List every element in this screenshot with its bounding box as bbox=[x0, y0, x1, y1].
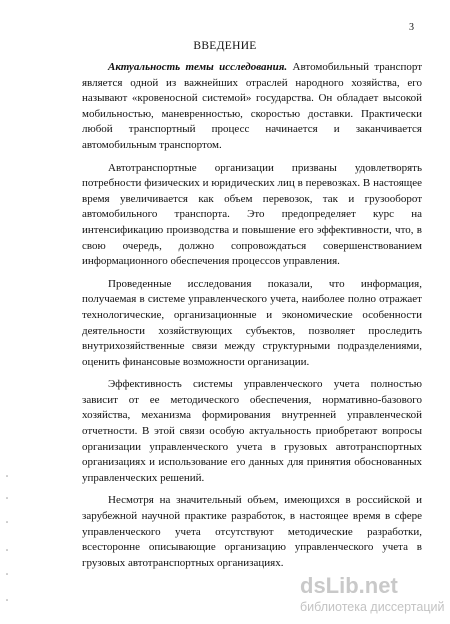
paragraph: Автотранспортные организации призваны удовлетворять потребности физических и юридических лиц в перевозках. В настоящее время увеличивается как объем перевозок, так и грузооборот автомобильного транспорта. Это предопределяет курс на интенсификацию производства и повышение его эффективности, что, в свою очередь, должно сопровождаться совершенствованием информационного обеспечения процессов управления. bbox=[82, 161, 422, 268]
section-heading: ВВЕДЕНИЕ bbox=[193, 40, 257, 52]
paragraph-lead: Актуальность темы исследования. bbox=[108, 61, 288, 73]
watermark-subtitle: библиотека диссертаций bbox=[300, 600, 445, 614]
document-body bbox=[82, 60, 422, 578]
paragraph-relevance bbox=[82, 60, 422, 154]
watermark-logo: dsLib.net bbox=[300, 573, 398, 598]
scan-margin-marks bbox=[4, 470, 10, 610]
paragraph: Несмотря на значительный объем, имеющихся в российской и зарубежной научной практике разработок, в настоящее время в сфере управленческого учета отсутствуют методические разработки, всесторонне описывающие организацию управленческого учета в грузовых автотранспортных организациях. bbox=[82, 494, 422, 569]
margin-marks bbox=[4, 470, 12, 613]
paragraph: Проведенные исследования показали, что информация, получаемая в системе управленческого учета, наиболее полно отражает технологические, организационные и экономические особенности деятельности хозяйствующих субъектов, позволяет проследить внутрихозяйственные связи между структурными подразделениями, оценить финансовые возможности организации. bbox=[82, 277, 422, 368]
paragraph: Эффективность системы управленческого учета полностью зависит от ее методического обеспечения, нормативно-базового хозяйства, механизма формирования внутренней управленческой отчетности. В этой связи особую актуальность приобретают вопросы организации управленческого учета в грузовых автотранспортных организациях и использование его данных для принятия обоснованных управленческих решений. bbox=[82, 378, 422, 484]
watermark bbox=[300, 574, 450, 614]
page-number: 3 bbox=[409, 22, 414, 33]
paragraph-text: Автомобильный транспорт является одной из важнейших отраслей народного хозяйства, его называют «кровеносной системой» государства. Он обладает высокой мобильностью, маневренностью, скоростью доставки. Практически любой транспортный процесс начинается и заканчивается автомобильным транспортом. bbox=[82, 61, 423, 151]
